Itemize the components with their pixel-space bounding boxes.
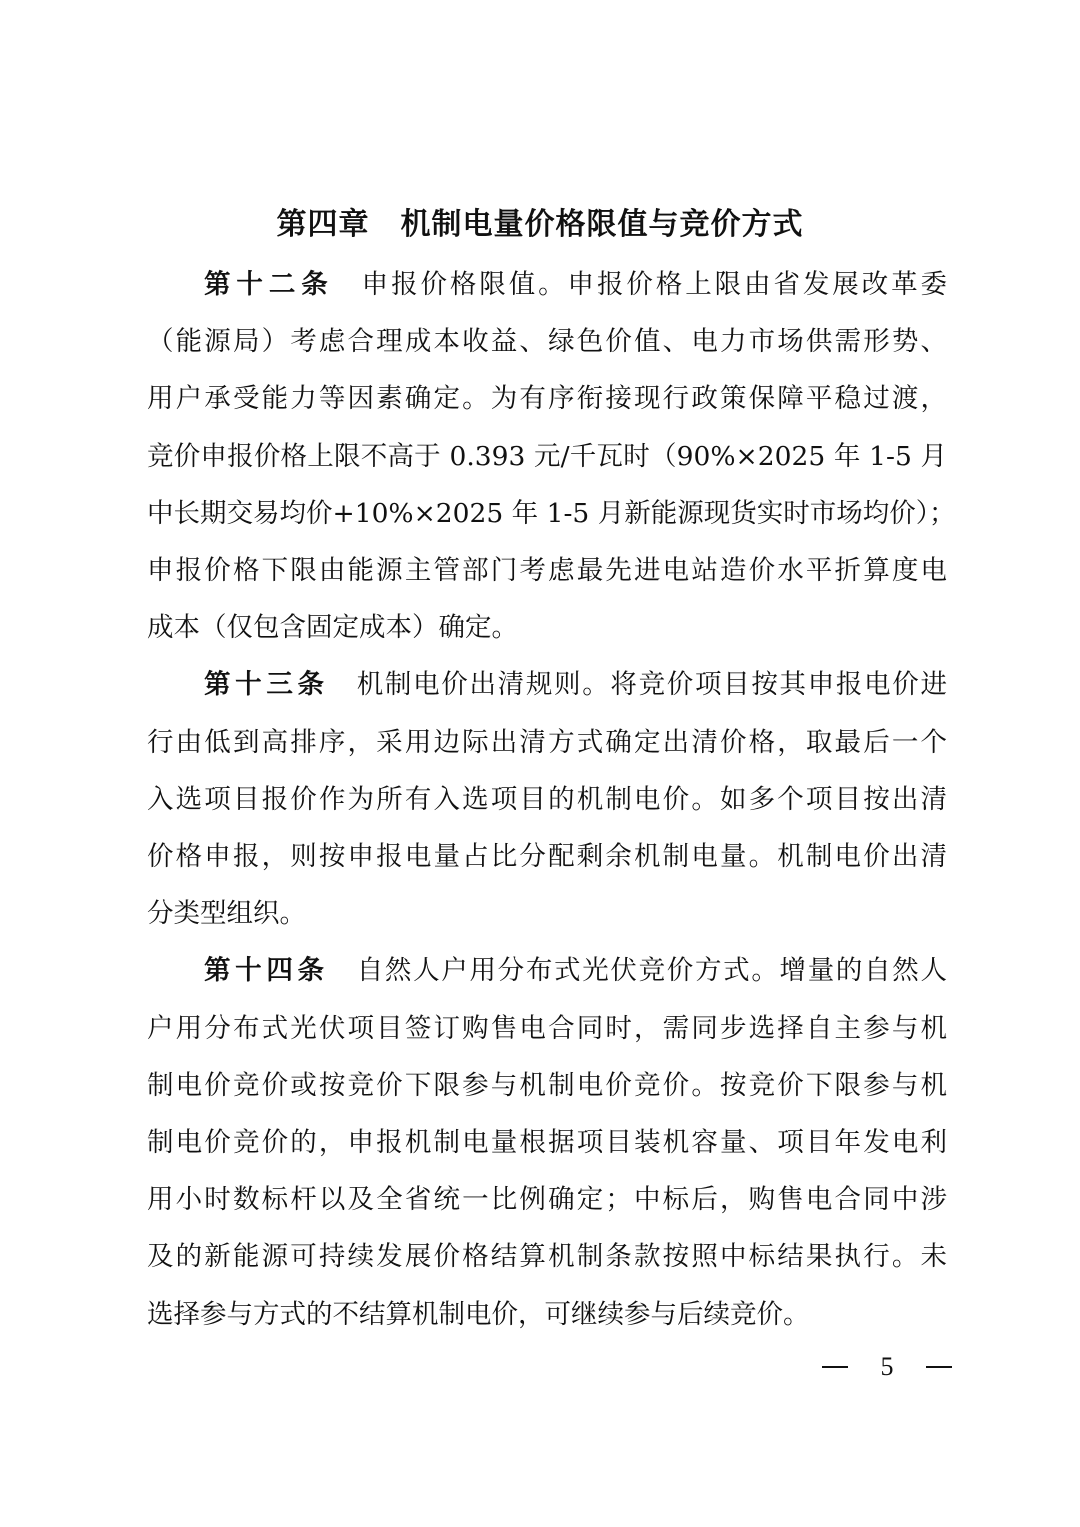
article-line: （能源局）考虑合理成本收益、绿色价值、电力市场供需形势、	[147, 326, 947, 358]
article-line: 申报价格下限由能源主管部门考虑最先进电站造价水平折算度电	[147, 555, 947, 587]
article-number: 第十二条	[204, 269, 334, 300]
dash-right	[926, 1366, 952, 1368]
article-line: 行由低到高排序，采用边际出清方式确定出清价格，取最后一个	[147, 726, 947, 758]
page-number: 5	[880, 1352, 894, 1381]
page-footer	[822, 1347, 952, 1387]
article-line: 成本（仅包含固定成本）确定。	[147, 612, 518, 644]
article-line: 第十二条 申报价格限值。申报价格上限由省发展改革委	[204, 269, 948, 300]
article-line: 价格申报，则按申报电量占比分配剩余机制电量。机制电价出清	[147, 841, 947, 873]
article-line: 及的新能源可持续发展价格结算机制条款按照中标结果执行。未	[147, 1241, 947, 1273]
article-14	[147, 942, 947, 1342]
article-12	[147, 256, 956, 656]
article-line: 制电价竞价或按竞价下限参与机制电价竞价。按竞价下限参与机	[147, 1069, 947, 1101]
document-body	[147, 256, 956, 1343]
article-line: 入选项目报价作为所有入选项目的机制电价。如多个项目按出清	[147, 783, 947, 815]
article-13	[147, 656, 947, 942]
article-line: 制电价竞价的，申报机制电量根据项目装机容量、项目年发电利	[147, 1127, 947, 1159]
article-line: 分类型组织。	[147, 898, 306, 930]
article-line: 第十四条 自然人户用分布式光伏竞价方式。增量的自然人	[204, 955, 947, 987]
article-number: 第十四条	[204, 955, 329, 987]
article-line: 用小时数标杆以及全省统一比例确定；中标后，购售电合同中涉	[147, 1184, 947, 1216]
article-line: 户用分布式光伏项目签订购售电合同时，需同步选择自主参与机	[147, 1012, 947, 1044]
article-line: 第十三条 机制电价出清规则。将竞价项目按其申报电价进	[204, 669, 947, 701]
dash-left	[822, 1366, 848, 1368]
chapter-title: 第四章 机制电量价格限值与竞价方式	[276, 207, 804, 242]
article-line: 选择参与方式的不结算机制电价，可继续参与后续竞价。	[147, 1298, 810, 1330]
article-line: 中长期交易均价+10%×2025 年 1-5 月新能源现货实时市场均价）；	[147, 497, 956, 529]
article-number: 第十三条	[204, 669, 329, 701]
article-line: 用户承受能力等因素确定。为有序衔接现行政策保障平稳过渡，	[147, 383, 947, 415]
article-line: 竞价申报价格上限不高于 0.393 元/千瓦时（90%×2025 年 1-5 月	[147, 440, 947, 472]
